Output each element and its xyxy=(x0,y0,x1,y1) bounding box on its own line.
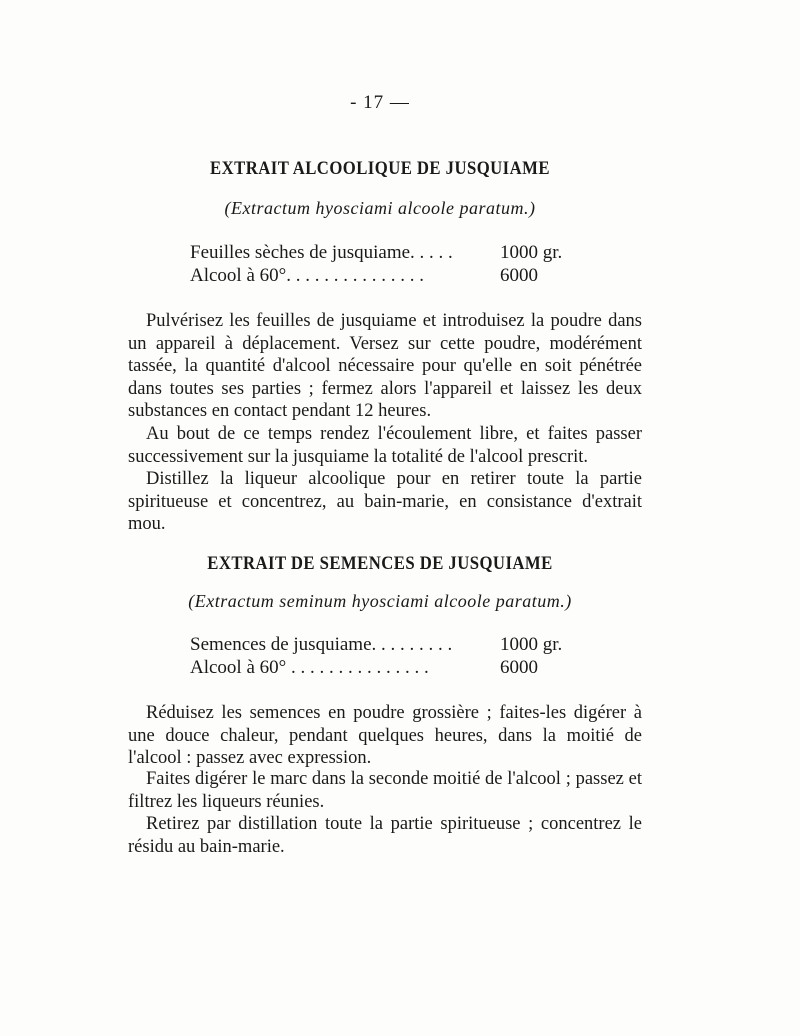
ingredient-row xyxy=(190,633,590,656)
ingredient-qty: 6000 xyxy=(500,265,538,286)
section1-ingredients xyxy=(190,241,590,287)
section2-paragraph-2: Faites digérer le marc dans la seconde moitié de l'alcool ; passez et filtrez les liqueurs réunies. xyxy=(128,769,642,812)
section1-paragraph-1: Pulvérisez les feuilles de jusquiame et introduisez la poudre dans un appareil à déplacement. Versez sur cette poudre, modérément tassée, la quantité d'alcool nécessaire pour qu'elle en soit pénétrée dans toutes ses parties ; fermez alors l'appareil et laissez les deux substances en contact pendant 12 heures. xyxy=(128,311,642,421)
section1-title: EXTRAIT ALCOOLIQUE DE JUSQUIAME xyxy=(210,158,550,179)
section2-paragraph-1: Réduisez les semences en poudre grossière ; faites-les digérer à une douce chaleur, pendant quelques heures, dans la moitié de l'alcool : passez avec expression. xyxy=(128,703,642,768)
ingredient-qty: 1000 gr. xyxy=(500,634,563,655)
ingredient-row xyxy=(190,264,590,287)
ingredient-name: Semences de jusquiame. . . . . . . . . xyxy=(190,634,453,655)
ingredient-name: Alcool à 60°. . . . . . . . . . . . . . . xyxy=(190,265,424,286)
ingredient-name: Feuilles sèches de jusquiame. . . . . xyxy=(190,242,453,263)
section1-paragraph-3: Distillez la liqueur alcoolique pour en retirer toute la partie spiritueuse et concentrez, au bain-marie, en consistance d'extrait mou. xyxy=(128,469,642,534)
section1-paragraph-2: Au bout de ce temps rendez l'écoulement libre, et faites passer successivement sur la jusquiame la totalité de l'alcool prescrit. xyxy=(128,424,642,467)
ingredient-qty: 6000 xyxy=(500,657,538,678)
ingredient-row xyxy=(190,241,590,264)
page-number: - 17 — xyxy=(350,92,410,113)
ingredient-row xyxy=(190,656,590,679)
section2-title: EXTRAIT DE SEMENCES DE JUSQUIAME xyxy=(207,553,553,574)
section2-subtitle: (Extractum seminum hyosciami alcoole paratum.) xyxy=(188,591,572,611)
ingredient-name: Alcool à 60° . . . . . . . . . . . . . . . xyxy=(190,657,429,678)
section2-ingredients xyxy=(190,633,590,679)
section1-subtitle: (Extractum hyosciami alcoole paratum.) xyxy=(224,198,536,218)
section2-paragraph-3: Retirez par distillation toute la partie spiritueuse ; concentrez le résidu au bain-marie. xyxy=(128,814,642,857)
ingredient-qty: 1000 gr. xyxy=(500,242,563,263)
